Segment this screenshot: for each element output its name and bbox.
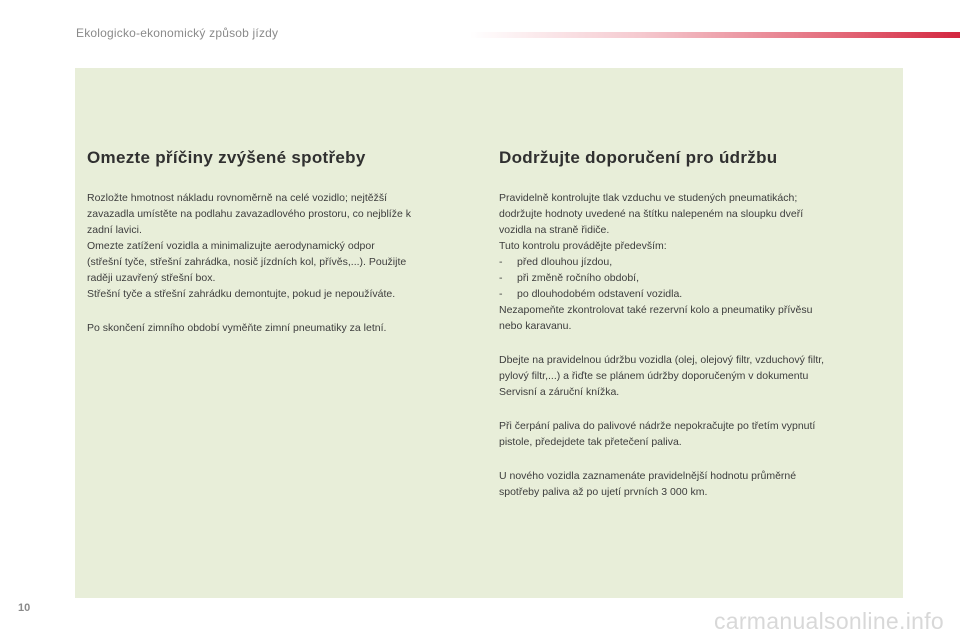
left-column [87, 148, 467, 350]
text-line: Po skončení zimního období vyměňte zimní pneumatiky za letní. [87, 322, 387, 334]
text-line: Dbejte na pravidelnou údržbu vozidla (olej, olejový filtr, vzduchový filtr, [499, 354, 825, 366]
list-dash: - [499, 256, 503, 268]
list-dash: - [499, 288, 503, 300]
content-panel [75, 68, 903, 598]
right-paragraph-4 [499, 468, 891, 500]
text-line: U nového vozidla zaznamenáte pravidelnější hodnotu průměrné [499, 470, 797, 482]
list-dash: - [499, 272, 503, 284]
text-line: Střešní tyče a střešní zahrádku demontujte, pokud je nepoužíváte. [87, 288, 396, 300]
text-line: Servisní a záruční knížka. [499, 386, 620, 398]
page-number: 10 [18, 602, 31, 614]
right-paragraph-2 [499, 352, 891, 400]
text-line: Nezapomeňte zkontrolovat také rezervní kolo a pneumatiky přívěsu [499, 304, 813, 316]
watermark: carmanualsonline.info [713, 608, 944, 634]
text-line: spotřeby paliva až po ujetí prvních 3 000 km. [499, 486, 708, 498]
text-line: (střešní tyče, střešní zahrádka, nosič jízdních kol, přívěs,...). Použijte [87, 256, 407, 268]
text-line: zadní lavici. [87, 224, 142, 236]
list-item [499, 254, 891, 270]
right-heading: Dodržujte doporučení pro údržbu [499, 148, 778, 167]
text-line: dodržujte hodnoty uvedené na štítku nalepeném na sloupku dveří [499, 208, 804, 220]
text-line: raději uzavřený střešní box. [87, 272, 216, 284]
right-paragraph-1 [499, 190, 891, 334]
text-line: nebo karavanu. [499, 320, 572, 332]
text-line: Omezte zatížení vozidla a minimalizujte aerodynamický odpor [87, 240, 375, 252]
list-item-text: před dlouhou jízdou, [517, 256, 613, 268]
text-line: Rozložte hmotnost nákladu rovnoměrně na celé vozidlo; nejtěžší [87, 192, 387, 204]
text-line: pistole, předejdete tak přetečení paliva. [499, 436, 682, 448]
left-paragraph-1 [87, 190, 467, 302]
text-line: Tuto kontrolu provádějte především: [499, 240, 667, 252]
list-item [499, 286, 891, 302]
list-item [499, 270, 891, 286]
text-line: Při čerpání paliva do palivové nádrže nepokračujte po třetím vypnutí [499, 420, 816, 432]
left-paragraph-2 [87, 320, 467, 336]
right-paragraph-3 [499, 418, 891, 450]
right-column [499, 148, 891, 514]
header-accent-bar [470, 32, 960, 38]
text-line: pylový filtr,...) a řiďte se plánem údržby doporučeným v dokumentu [499, 370, 809, 382]
text-line: zavazadla umístěte na podlahu zavazadlového prostoru, co nejblíže k [87, 208, 411, 220]
list-item-text: při změně ročního období, [517, 272, 639, 284]
text-line: vozidla na straně řidiče. [499, 224, 610, 236]
list-item-text: po dlouhodobém odstavení vozidla. [517, 288, 683, 300]
text-line: Pravidelně kontrolujte tlak vzduchu ve studených pneumatikách; [499, 192, 798, 204]
left-heading: Omezte příčiny zvýšené spotřeby [87, 148, 366, 167]
section-title: Ekologicko-ekonomický způsob jízdy [76, 26, 279, 40]
